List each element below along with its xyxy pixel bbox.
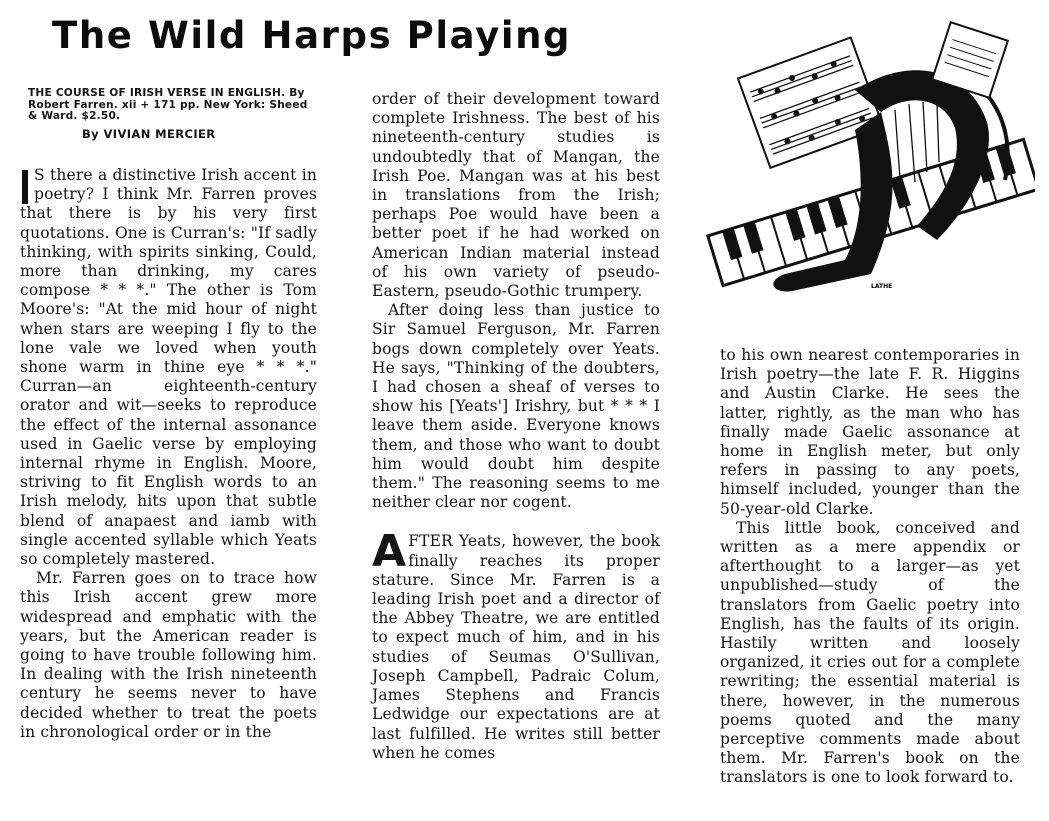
paragraph-7: This little book, conceived and written as a mere appendix or afterthought to a larger—as yet unpublished—study of the translators from Gaelic poetry into English, has the faults of its origin. Hastily written and loosely organized, it cries out for a complete rewriting; the essential material is there, however, in the numerous poems quoted and the many perceptive comments made about them. Mr. Farren's book on the translators is one to look forward to. — [720, 518, 1020, 787]
paragraph-3: order of their development toward complete Irishness. The best of his nineteenth-century studies is undoubtedly that of Mangan, the Irish Poe. Mangan was at his best in translations from the Irish; perhaps Poe would have been a better poet if he had worked on American Indian material instead of his own variety of pseudo-Eastern, pseudo-Gothic trumpery. — [372, 90, 660, 301]
column-3 — [720, 346, 1020, 788]
column-2 — [372, 90, 660, 763]
drop-cap-i — [22, 170, 28, 204]
paragraph-1 — [20, 166, 317, 569]
paragraph-6: to his own nearest contemporaries in Irish poetry—the late F. R. Higgins and Austin Clarke. He sees the latter, rightly, as the man who has finally made Gaelic assonance at home in English meter, but only refers in passing to any poets, himself included, younger than the 50-year-old Clarke. — [720, 346, 1020, 518]
headline: The Wild Harps Playing — [52, 14, 572, 57]
author-byline: By VIVIAN MERCIER — [82, 126, 216, 141]
paragraph-4: After doing less than justice to Sir Samuel Ferguson, Mr. Farren bogs down completely over Yeats. He says, "Thinking of the doubters, I had chosen a sheaf of verses to show his [Yeats'] Irishry, but * * * I leave them aside. Everyone knows them, and those who want to doubt him would doubt him despite them." The reasoning seems to me neither clear nor cogent. — [372, 301, 660, 512]
paragraph-2: Mr. Farren goes on to trace how this Irish accent grew more widespread and emphatic with the years, but the American reader is going to have trouble following him. In dealing with the Irish nineteenth century he seems never to have decided whether to treat the poets in chronological order or in the — [20, 569, 317, 741]
column-1 — [20, 88, 317, 742]
paragraph-5-text: FTER Yeats, however, the book finally reaches its proper stature. Since Mr. Farren is a leading Irish poet and a director of the Abbey Theatre, we are entitled to expect much of him, and in his studies of Seumas O'Sullivan, Joseph Campbell, Padraic Colum, James Stephens and Francis Ledwidge our expectations are at last fulfilled. He writes still better when he comes — [372, 532, 660, 762]
artist-signature: LATHE — [871, 283, 893, 290]
paragraph-5 — [372, 526, 660, 762]
paragraph-1-text: S there a distinctive Irish accent in poetry? I think Mr. Farren proves that there is by his very first quotations. One is Curran's: "If sadly thinking, with spirits sinking, Could, more than drinking, my cares compose * * *." The other is Tom Moore's: "At the mid hour of night when stars are weeping I fly to the lone vale we loved when youth shone warm in thine eye * * *." Curran—an eighteenth-century orator and wit—seeks to reproduce the effect of the internal assonance used in Gaelic verse by employing internal rhyme in English. Moore, striving to fit English words to an Irish melody, hits upon that subtle blend of anapaest and iamb with single accented syllable which Yeats so completely mastered. — [20, 165, 317, 569]
harp-piano-illustration — [705, 12, 1035, 312]
drop-cap-a: A — [372, 526, 407, 578]
book-info: THE COURSE OF IRISH VERSE IN ENGLISH. By Robert Farren. xii + 171 pp. New York: Sheed & Ward. $2.50. — [28, 87, 308, 123]
